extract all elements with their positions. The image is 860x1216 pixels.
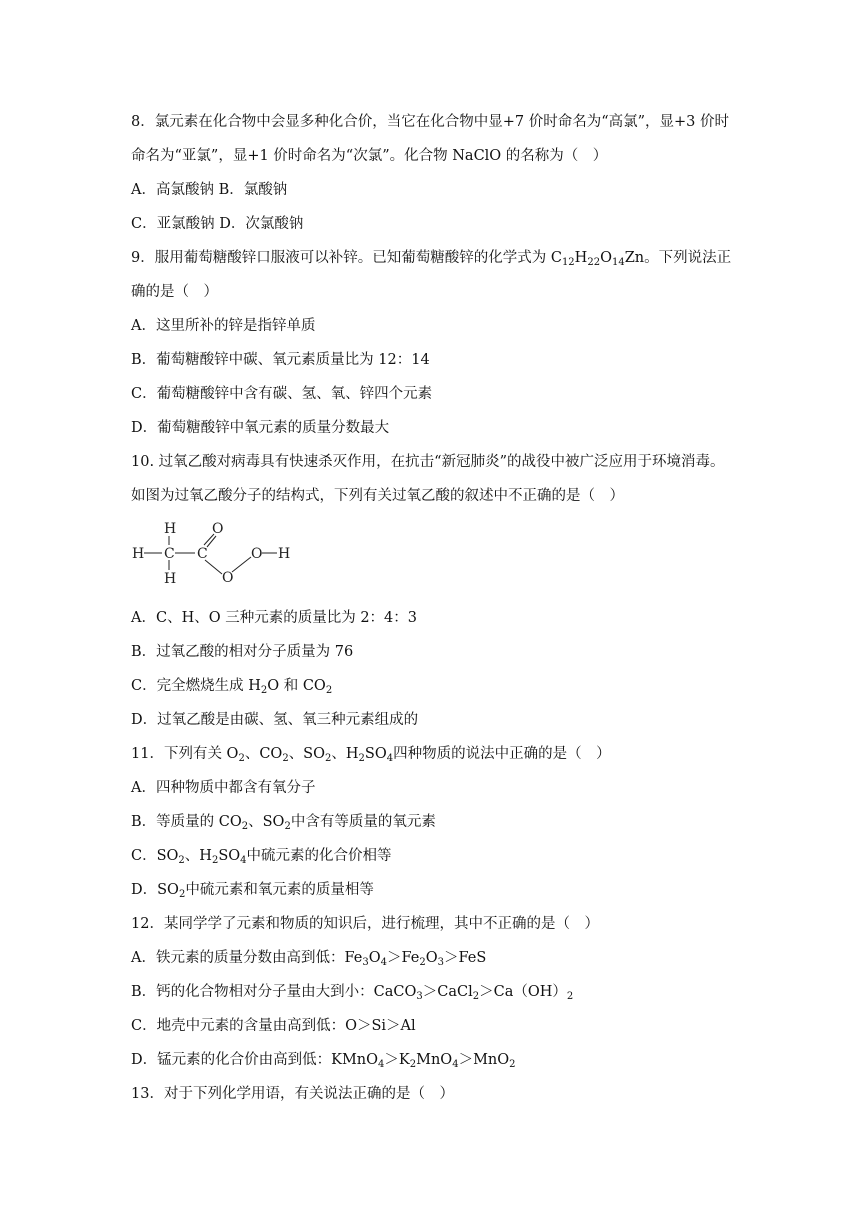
q10-option-b: B．过氧乙酸的相对分子质量为 76	[131, 644, 354, 660]
q12-option-a: A．铁元素的质量分数由高到低：$Fe_3O_4>Fe_2O_3>FeS$	[131, 950, 487, 968]
q9-option-c: C．葡萄糖酸锌中含有碳、氢、氧、锌四个元素	[131, 386, 433, 402]
q11-option-c: C．$SO_2$、$H_2SO_4$中硫元素的化合价相等	[131, 848, 392, 866]
atom-o-peroxy1: O	[222, 570, 234, 586]
atom-c-methyl: C	[164, 546, 175, 562]
q10-option-a: A．C、H、O 三种元素的质量比为 2：4：3	[131, 610, 417, 626]
q11-option-b: B．等质量的 $CO_2$、$SO_2$中含有等质量的氧元素	[131, 814, 436, 832]
peracetic-acid-structure	[128, 516, 308, 588]
q8-stem-line2: 命名为“亚氯”，显+1 价时命名为“次氯”。化合物 NaClO 的名称为（ ）	[131, 148, 608, 164]
q8-stem-line1: 8．氯元素在化合物中会显多种化合价，当它在化合物中显+7 价时命名为“高氯”，显+3 价时	[131, 114, 730, 130]
atom-h-bottom: H	[164, 571, 177, 587]
q12-option-b: B．钙的化合物相对分子量由大到小：$CaCO_3>CaCl_2>Ca(OH)_2$	[131, 984, 574, 1002]
bond-o-o	[232, 557, 251, 572]
bond-c-o-double-b	[207, 536, 216, 547]
q12-stem: 12．某同学学了元素和物质的知识后，进行梳理，其中不正确的是（ ）	[131, 916, 599, 932]
q13-stem: 13．对于下列化学用语，有关说法正确的是（ ）	[131, 1086, 454, 1102]
q12-option-c: C．地壳中元素的含量由高到低：O＞Si＞Al	[131, 1018, 416, 1034]
q8-options-cd: C．亚氯酸钠 D．次氯酸钠	[131, 216, 304, 232]
q9-stem-line1: 9．服用葡萄糖酸锌口服液可以补锌。已知葡萄糖酸锌的化学式为 $C_{12}H_{22}O_{14}Zn$。下列说法正	[131, 250, 732, 268]
bond-c-o-single	[205, 560, 222, 574]
q10-stem-line2: 如图为过氧乙酸分子的结构式，下列有关过氧乙酸的叙述中不正确的是（ ）	[131, 488, 624, 504]
q9-stem-line2: 确的是（ ）	[131, 284, 218, 300]
q9-option-d: D．葡萄糖酸锌中氧元素的质量分数最大	[131, 420, 390, 436]
q11-option-d: D．$SO_2$中硫元素和氧元素的质量相等	[131, 882, 374, 900]
q8-options-ab: A．高氯酸钠 B．氯酸钠	[131, 182, 288, 198]
q11-option-a: A．四种物质中都含有氧分子	[131, 780, 316, 796]
atom-o-carbonyl: O	[212, 521, 224, 537]
q9-option-a: A．这里所补的锌是指锌单质	[131, 318, 316, 334]
q9-option-b: B．葡萄糖酸锌中碳、氧元素质量比为 12：14	[131, 352, 430, 368]
q10-option-d: D．过氧乙酸是由碳、氢、氧三种元素组成的	[131, 712, 419, 728]
atom-o-peroxy2: O	[251, 546, 263, 562]
atom-h-left: H	[132, 546, 145, 562]
atom-h-top: H	[164, 521, 177, 537]
q10-option-c: C．完全燃烧生成 $H_2O$ 和 $CO_2$	[131, 678, 333, 696]
q11-stem: 11．下列有关 $O_2$、$CO_2$、$SO_2$、$H_2SO_4$四种物质的说法中正确的是（ ）	[131, 746, 611, 764]
q10-stem-line1: 10. 过氧乙酸对病毒具有快速杀灭作用，在抗击“新冠肺炎”的战役中被广泛应用于环境消毒。	[131, 454, 725, 470]
q12-option-d: D．锰元素的化合价由高到低：$KMnO_4>K_2MnO_4>MnO_2$	[131, 1052, 516, 1070]
atom-c-carbonyl: C	[197, 546, 208, 562]
atom-h-hydroxyl: H	[278, 546, 291, 562]
